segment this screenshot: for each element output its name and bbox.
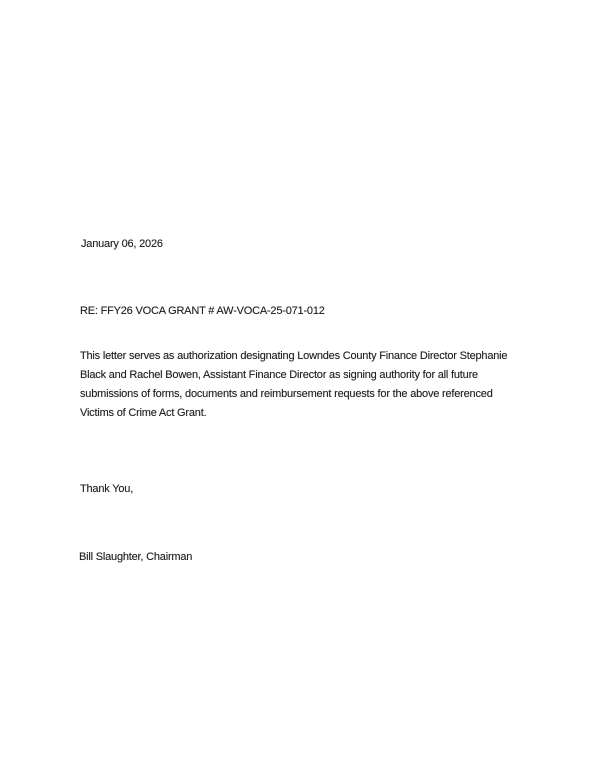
date-line: January 06, 2026 bbox=[81, 238, 163, 250]
body-line: Victims of Crime Act Grant. bbox=[80, 407, 207, 419]
body-line: Black and Rachel Bowen, Assistant Finance Director as signing authority for all future bbox=[80, 369, 478, 381]
body-paragraph bbox=[80, 347, 507, 423]
body-line: submissions of forms, documents and reimbursement requests for the above referenced bbox=[80, 388, 493, 400]
body-line: This letter serves as authorization designating Lowndes County Finance Director Stephanie bbox=[80, 350, 508, 362]
closing-line: Thank You, bbox=[80, 483, 134, 495]
reference-line: RE: FFY26 VOCA GRANT # AW-VOCA-25-071-012 bbox=[80, 305, 325, 317]
signature-line: Bill Slaughter, Chairman bbox=[79, 551, 193, 563]
